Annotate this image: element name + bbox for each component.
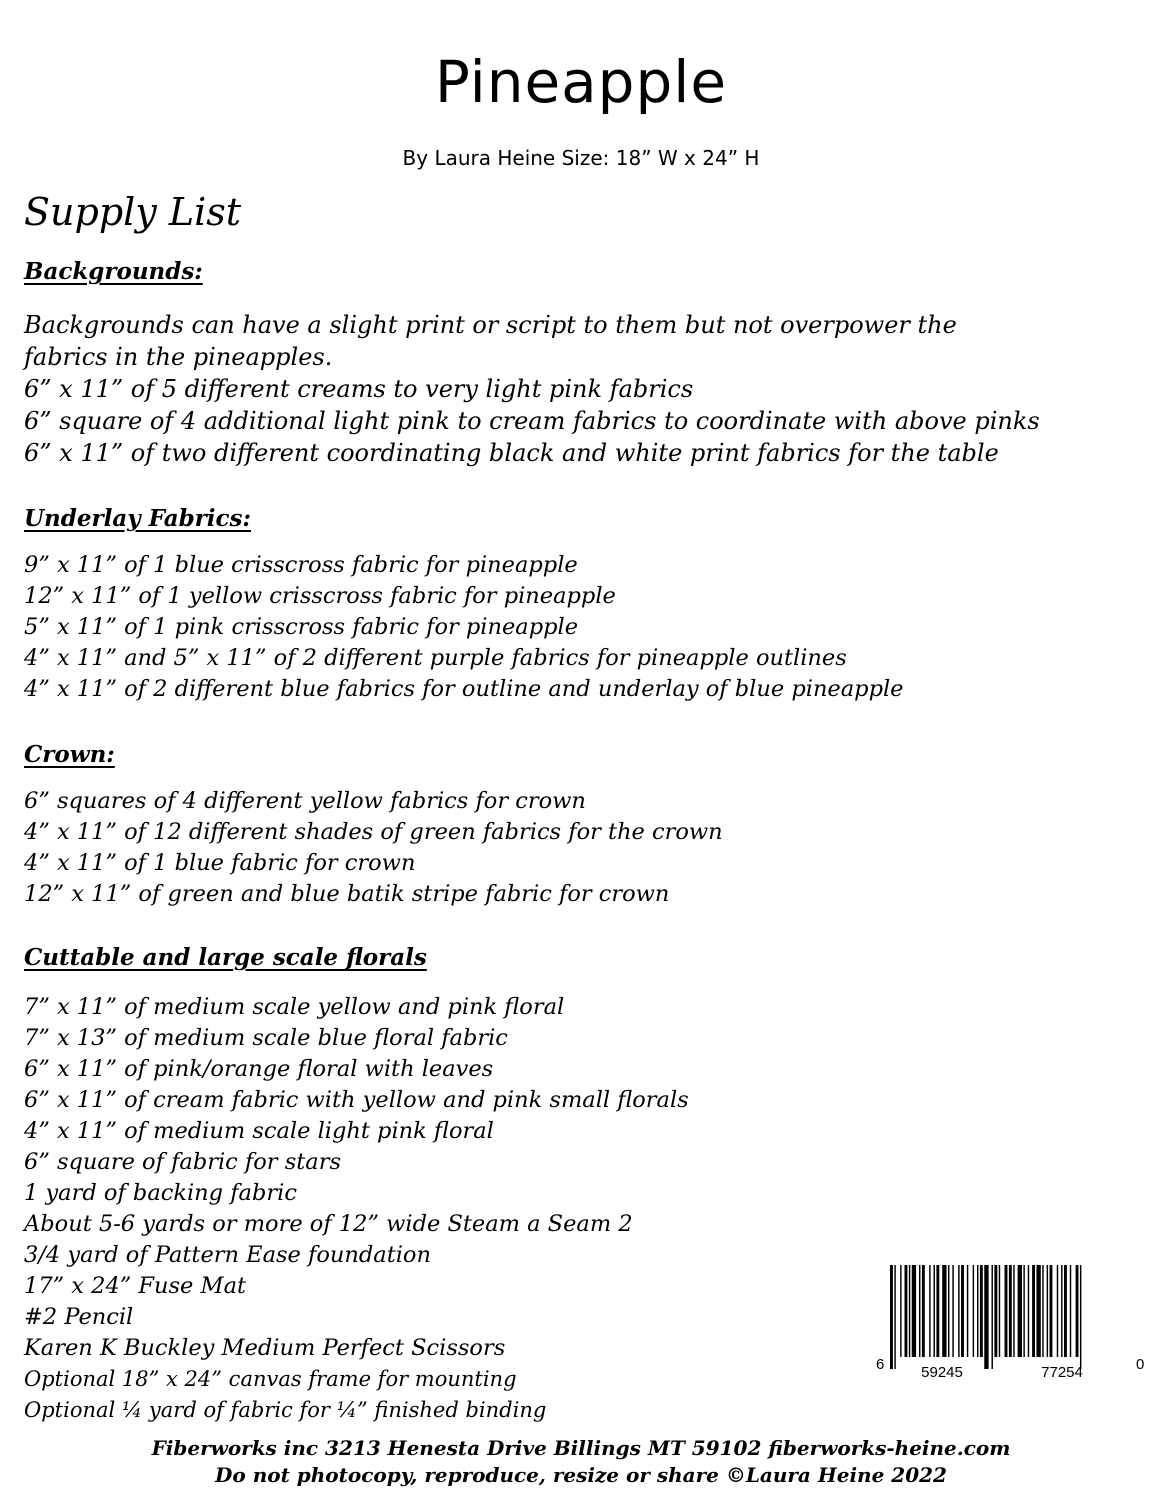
barcode-bar: [967, 1265, 968, 1357]
footer-copyright: Do not photocopy, reproduce, resize or share ©Laura Heine 2022: [215, 1463, 947, 1487]
footer-address: Fiberworks inc 3213 Henesta Drive Billings MT 59102 fiberworks-heine.com: [151, 1436, 1011, 1460]
list-item: 4” x 11” and 5” x 11” of 2 different purple fabrics for pineapple outlines: [24, 645, 847, 671]
barcode-bar: [1076, 1265, 1079, 1357]
section-title-crown: Crown:: [24, 741, 115, 768]
barcode-bar: [973, 1265, 974, 1357]
barcode-bar: [1047, 1265, 1048, 1357]
upc-barcode: [872, 1263, 1152, 1383]
barcode-bar: [1028, 1265, 1029, 1357]
barcode-bar: [1050, 1265, 1053, 1357]
crown-list: [24, 786, 723, 910]
barcode-bar: [905, 1265, 908, 1357]
barcode-bar: [1080, 1265, 1081, 1369]
list-item: About 5-6 yards or more of 12” wide Steam a Seam 2: [24, 1211, 633, 1237]
barcode-bar: [912, 1265, 916, 1357]
supply-list-heading: Supply List: [24, 190, 242, 234]
barcode-digit-left: 6: [876, 1356, 885, 1373]
barcode-digits-group2: 77254: [1041, 1364, 1083, 1381]
barcode-bar: [999, 1265, 1000, 1357]
barcode-bar: [929, 1265, 930, 1357]
barcode-bars: [890, 1265, 1081, 1369]
barcode-bar: [1057, 1265, 1058, 1357]
barcode-bar: [919, 1265, 920, 1357]
list-item: 6” x 11” of pink/orange floral with leaves: [24, 1056, 494, 1082]
barcode-bar: [994, 1265, 997, 1357]
barcode-bar: [1032, 1265, 1035, 1357]
barcode-bar: [948, 1265, 949, 1357]
barcode-bar: [900, 1265, 901, 1357]
barcode-bar: [961, 1265, 964, 1357]
barcode-bar: [1061, 1265, 1062, 1357]
barcode-bar: [992, 1265, 993, 1369]
list-item: 7” x 11” of medium scale yellow and pink floral: [24, 994, 565, 1020]
list-item: Backgrounds can have a slight print or script to them but not overpower the: [24, 311, 957, 339]
list-item: 1 yard of backing fabric: [24, 1180, 297, 1206]
list-item: Optional ¼ yard of fabric for ¼” finished binding: [24, 1398, 547, 1422]
list-item: Karen K Buckley Medium Perfect Scissors: [24, 1335, 506, 1361]
list-item: 4” x 11” of 1 blue fabric for crown: [24, 850, 416, 876]
barcode-bar: [980, 1265, 983, 1357]
list-item: 5” x 11” of 1 pink crisscross fabric for pineapple: [24, 614, 579, 640]
list-item: Optional 18” x 24” canvas frame for mounting: [24, 1367, 517, 1391]
barcode-bar: [936, 1265, 939, 1357]
list-item: #2 Pencil: [24, 1304, 134, 1330]
barcode-bar: [909, 1265, 910, 1357]
list-item: 4” x 11” of 2 different blue fabrics for outline and underlay of blue pineapple: [24, 676, 904, 702]
list-item: 12” x 11” of 1 yellow crisscross fabric for pineapple: [24, 583, 616, 609]
barcode-bar: [922, 1265, 925, 1357]
florals-list: [24, 992, 689, 1426]
list-item: 6” squares of 4 different yellow fabrics for crown: [24, 788, 586, 814]
barcode-bar: [1070, 1265, 1071, 1357]
backgrounds-list: [24, 309, 1040, 469]
barcode-bar: [952, 1265, 953, 1357]
list-item: 7” x 13” of medium scale blue floral fabric: [24, 1025, 508, 1051]
list-item: 6” x 11” of 5 different creams to very light pink fabrics: [24, 375, 694, 403]
section-title-underlay: Underlay Fabrics:: [24, 505, 251, 532]
list-item: 4” x 11” of 12 different shades of green fabrics for the crown: [24, 819, 723, 845]
barcode-bar: [1013, 1265, 1014, 1357]
barcode-bar: [1064, 1265, 1067, 1357]
barcode-bar: [894, 1265, 895, 1369]
barcode-digits-group1: 59245: [921, 1364, 963, 1381]
barcode-bar: [942, 1265, 946, 1357]
list-item: 6” x 11” of cream fabric with yellow and pink small florals: [24, 1087, 689, 1113]
section-title-florals: Cuttable and large scale florals: [24, 944, 427, 971]
barcode-bar: [977, 1265, 978, 1357]
barcode-bar: [1023, 1265, 1024, 1357]
byline: By Laura Heine Size: 18” W x 24” H: [402, 146, 760, 170]
barcode-bar: [1036, 1265, 1040, 1357]
list-item: 12” x 11” of green and blue batik stripe fabric for crown: [24, 881, 670, 907]
barcode-bar: [1042, 1265, 1043, 1357]
list-item: 6” x 11” of two different coordinating black and white print fabrics for the table: [24, 439, 999, 467]
barcode-bar: [934, 1265, 935, 1357]
list-item: 17” x 24” Fuse Mat: [24, 1273, 247, 1299]
list-item: 6” square of fabric for stars: [24, 1149, 342, 1175]
barcode-bar: [958, 1265, 959, 1357]
barcode-bar: [890, 1265, 893, 1369]
underlay-list: [24, 550, 903, 705]
barcode-bar: [1009, 1265, 1012, 1357]
list-item: fabrics in the pineapples.: [24, 343, 333, 371]
page-title: Pineapple: [434, 48, 728, 116]
barcode-bar: [984, 1265, 988, 1369]
list-item: 6” square of 4 additional light pink to cream fabrics to coordinate with above pinks: [24, 407, 1040, 435]
barcode-bar: [1018, 1265, 1022, 1357]
barcode-digit-right: 0: [1136, 1356, 1145, 1373]
list-item: 3/4 yard of Pattern Ease foundation: [24, 1242, 431, 1268]
barcode-bar: [1005, 1265, 1008, 1357]
list-item: 9” x 11” of 1 blue crisscross fabric for pineapple: [24, 552, 578, 578]
list-item: 4” x 11” of medium scale light pink floral: [24, 1118, 494, 1144]
section-title-backgrounds: Backgrounds:: [24, 258, 203, 285]
